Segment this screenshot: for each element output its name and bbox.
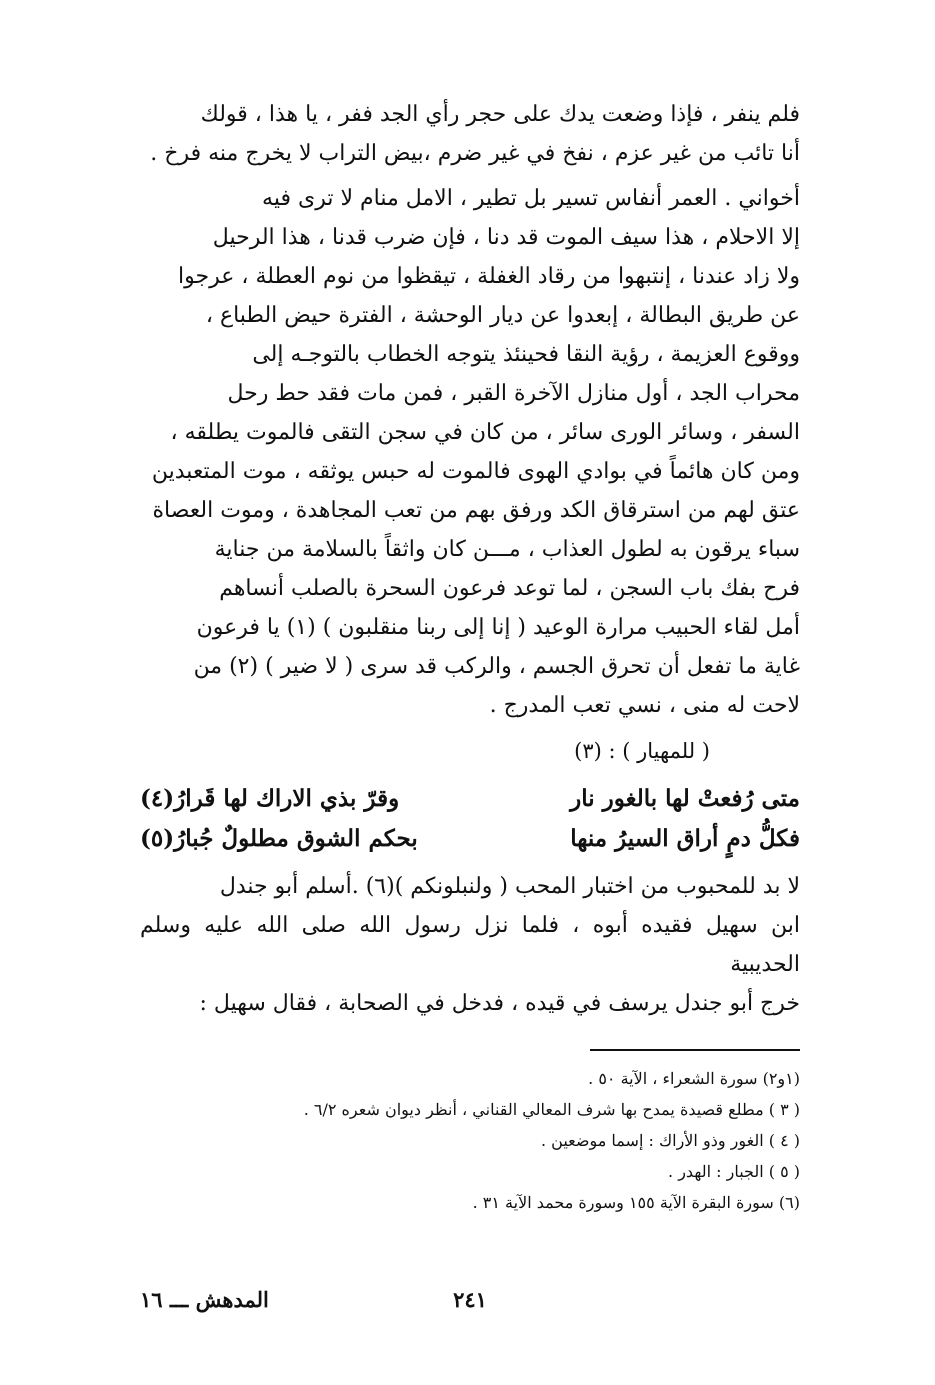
text-line: ووقوع العزيمة ، رؤية النقا فحينئذ يتوجه الخطاب بالتوجـه إلى	[252, 342, 800, 367]
signature-mark: المدهش ـــ ١٦	[140, 1287, 269, 1312]
verse-first-hemistich: متى رُفعتْ لها بالغور نار	[570, 785, 800, 812]
verse-first-hemistich: فكلُّ دمٍ أراق السيرُ منها	[570, 825, 800, 852]
verse-line	[140, 819, 800, 859]
poem-attribution: ( للمهيار ) : (٣)	[574, 739, 710, 763]
footnote: (٦) سورة البقرة الآية ١٥٥ وسورة محمد الآية ٣١ .	[472, 1193, 800, 1212]
book-page	[140, 95, 800, 1355]
footnote-divider	[590, 1049, 800, 1051]
footnote: (١و٢) سورة الشعراء ، الآية ٥٠ .	[588, 1069, 800, 1088]
verse-second-hemistich: بحكم الشوق مطلولٌ جُبارُ(٥)	[140, 825, 418, 852]
text-line: أمل لقاء الحبيب مرارة الوعيد ( إنا إلى ربنا منقلبون ) (١) يا فرعون	[196, 615, 800, 640]
text-line: ولا زاد عندنا ، إنتبهوا من رقاد الغفلة ، تيقظوا من نوم العطلة ، عرجوا	[178, 264, 800, 289]
page-footer	[140, 1287, 800, 1327]
text-line: السفر ، وسائر الورى سائر ، من كان في سجن التقى فالموت يطلقه ،	[170, 420, 800, 445]
main-paragraph	[140, 179, 800, 725]
text-line: إلا الاحلام ، هذا سيف الموت قد دنا ، فإن ضرب قدنا ، هذا الرحيل	[212, 225, 800, 250]
text-line: ومن كان هائماً في بوادي الهوى فالموت له حبس يوثقه ، موت المتعبدين	[151, 459, 800, 484]
text-line: فلم ينفر ، فإذا وضعت يدك على حجر رأي الجد ففر ، يا هذا ، قولك	[200, 102, 800, 127]
text-line: لاحت له منى ، نسي تعب المدرج .	[489, 693, 800, 718]
text-line: ابن سهيل فقيده أبوه ، فلما نزل رسول الله صلى الله عليه وسلم الحديبية	[140, 913, 800, 977]
body-text	[140, 95, 800, 1023]
text-line: أنا تائب من غير عزم ، نفخ في غير ضرم ،بيض التراب لا يخرج منه فرخ .	[150, 141, 800, 166]
intro-paragraph	[140, 95, 800, 173]
verse-second-hemistich: وقرّ بذي الاراك لها قَرارُ(٤)	[140, 785, 400, 812]
text-line: غاية ما تفعل أن تحرق الجسم ، والركب قد سرى ( لا ضير ) (٢) من	[193, 654, 800, 679]
text-line: عن طريق البطالة ، إبعدوا عن ديار الوحشة ، الفترة حيض الطباع ،	[205, 303, 800, 328]
poem-verse	[140, 779, 800, 859]
text-line: خرج أبو جندل يرسف في قيده ، فدخل في الصحابة ، فقال سهيل :	[199, 991, 800, 1016]
text-line: أخواني . العمر أنفاس تسير بل تطير ، الامل منام لا ترى فيه	[262, 186, 800, 211]
text-line: لا بد للمحبوب من اختبار المحب ( ولنبلونكم )(٦) .أسلم أبو جندل	[219, 874, 800, 899]
verse-line	[140, 779, 800, 819]
closing-paragraph	[140, 867, 800, 1023]
footnotes	[140, 1063, 800, 1218]
text-line: سباء يرقون به لطول العذاب ، مـــن كان واثقاً بالسلامة من جناية	[214, 537, 800, 562]
footnote: ( ٤ ) الغور وذو الأراك : إسما موضعين .	[541, 1131, 800, 1150]
text-line: عتق لهم من استرقاق الكد ورفق بهم من تعب المجاهدة ، وموت العصاة	[152, 498, 800, 523]
page-number: ٢٤١	[453, 1287, 487, 1312]
footnote: ( ٣ ) مطلع قصيدة يمدح بها شرف المعالي القناني ، أنظر ديوان شعره ٦/٢ .	[303, 1100, 800, 1119]
text-line: محراب الجد ، أول منازل الآخرة القبر ، فمن مات فقد حط رحل	[227, 381, 800, 406]
footnote: ( ٥ ) الجبار : الهدر .	[668, 1162, 800, 1181]
text-line: فرح بفك باب السجن ، لما توعد فرعون السحرة بالصلب أنساهم	[219, 576, 800, 601]
